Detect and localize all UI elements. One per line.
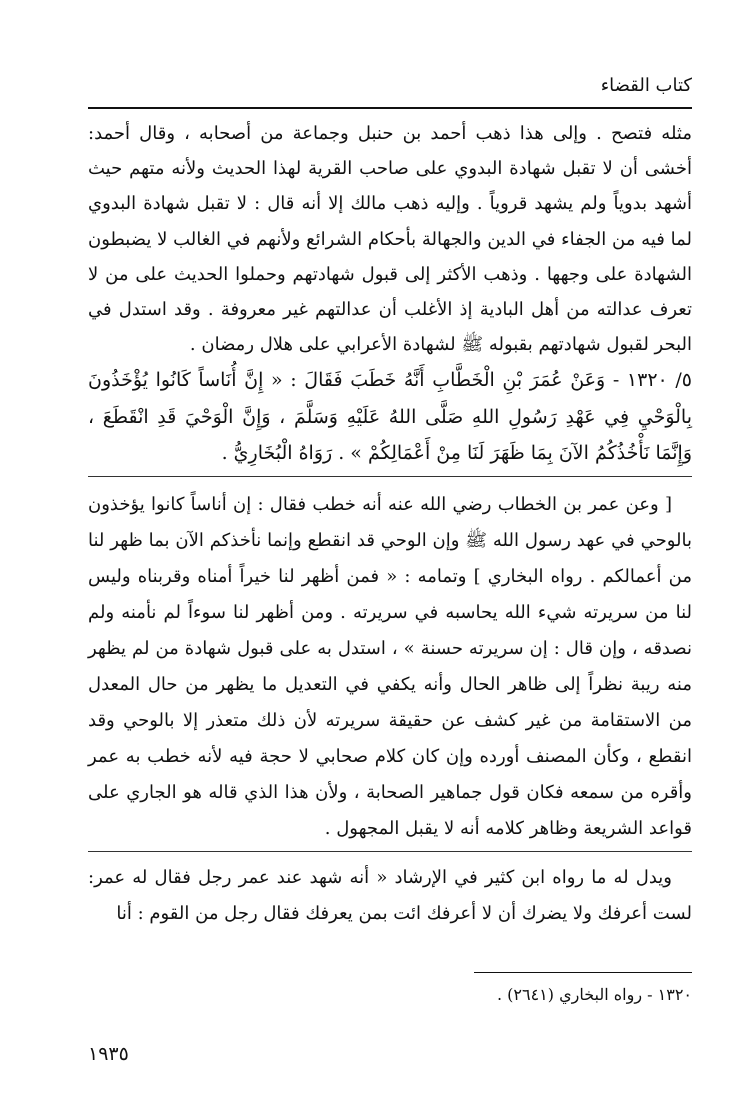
page-number: ١٩٣٥ [88, 1043, 129, 1065]
footnote-rule [474, 972, 692, 973]
hadith-text: ٥/ ١٣٢٠ - وَعَنْ عُمَرَ بْنِ الْخَطَّابِ أَنَّهُ خَطَبَ فَقَالَ : « إِنَّ أُنَاساً كَانُوا يُؤْخَذُونَ بِالْوَحْيِ فِي عَهْدِ رَسُولِ اللهِ صَلَّى اللهُ عَلَيْهِ وَسَلَّمَ ، وَإِنَّ الْوَحْيَ قَدِ انْقَطَعَ ، وَإِنَّمَا نَأْخُذُكُمُ الآنَ بِمَا ظَهَرَ لَنَا مِنْ أَعْمَالِكُمْ » . رَوَاهُ الْبُخَارِيُّ . [88, 362, 692, 477]
intro-paragraph: مثله فتصح . وإلى هذا ذهب أحمد بن حنبل وجماعة من أصحابه ، وقال أحمد: أخشى أن لا تقبل شهادة البدوي على صاحب القرية لهذا الحديث ولأنه متهم حيث أشهد بدوياً ولم يشهد قروياً . وإليه ذهب مالك إلا أنه قال : لا تقبل شهادة البدوي لما فيه من الجفاء في الدين والجهالة بأحكام الشرائع ولأنهم في الغالب لا يضبطون الشهادة على وجهها . وذهب الأكثر إلى قبول شهادتهم وحملوا الحديث على من لا تعرف عدالته من أهل البادية إذ الأغلب أن عدالتهم غير معروفة . وقد استدل في البحر لقبول شهادتهم بقبوله ﷺ لشهادة الأعرابي على هلال رمضان . [88, 123, 692, 356]
header-rule [88, 107, 692, 109]
closing-paragraph: ويدل له ما رواه ابن كثير في الإرشاد « أنه شهد عند عمر رجل فقال له عمر: لست أعرفك ولا يضرك أن لا أعرفك ائت بمن يعرفك فقال رجل من القوم : أنا [88, 866, 692, 924]
page-body [88, 116, 692, 932]
footnote: ١٣٢٠ - رواه البخاري (٢٦٤١) . [496, 985, 692, 1004]
commentary-paragraph: [ وعن عمر بن الخطاب رضي الله عنه أنه خطب فقال : إن أناساً كانوا يؤخذون بالوحي في عهد رسول الله ﷺ وإن الوحي قد انقطع وإنما نأخذكم الآن بما ظهر لنا من أعمالكم . رواه البخاري ] وتمامه : « فمن أظهر لنا خيراً أمناه وقربناه وليس لنا من سريرته شيء الله يحاسبه في سريرته . ومن أظهر لنا سوءاً لم نأمنه ولم نصدقه ، وإن قال : إن سريرته حسنة » ، استدل به على قبول شهادة من لم يظهر منه ريبة نظراً إلى ظاهر الحال وأنه يكفي في التعديل ما يظهر من حال المعدل من الاستقامة من غير كشف عن حقيقة سريرته لأن ذلك متعذر إلا بالوحي وقد انقطع ، وكأن المصنف أورده وإن كان كلام صحابي لا حجة فيه لأنه خطب به عمر وأقره من سمعه فكان قول جماهير الصحابة ، ولأن هذا الذي قاله هو الجاري على قواعد الشريعة وظاهر كلامه أنه لا يقبل المجهول . [88, 487, 692, 852]
running-head: كتاب القضاء [600, 75, 692, 96]
